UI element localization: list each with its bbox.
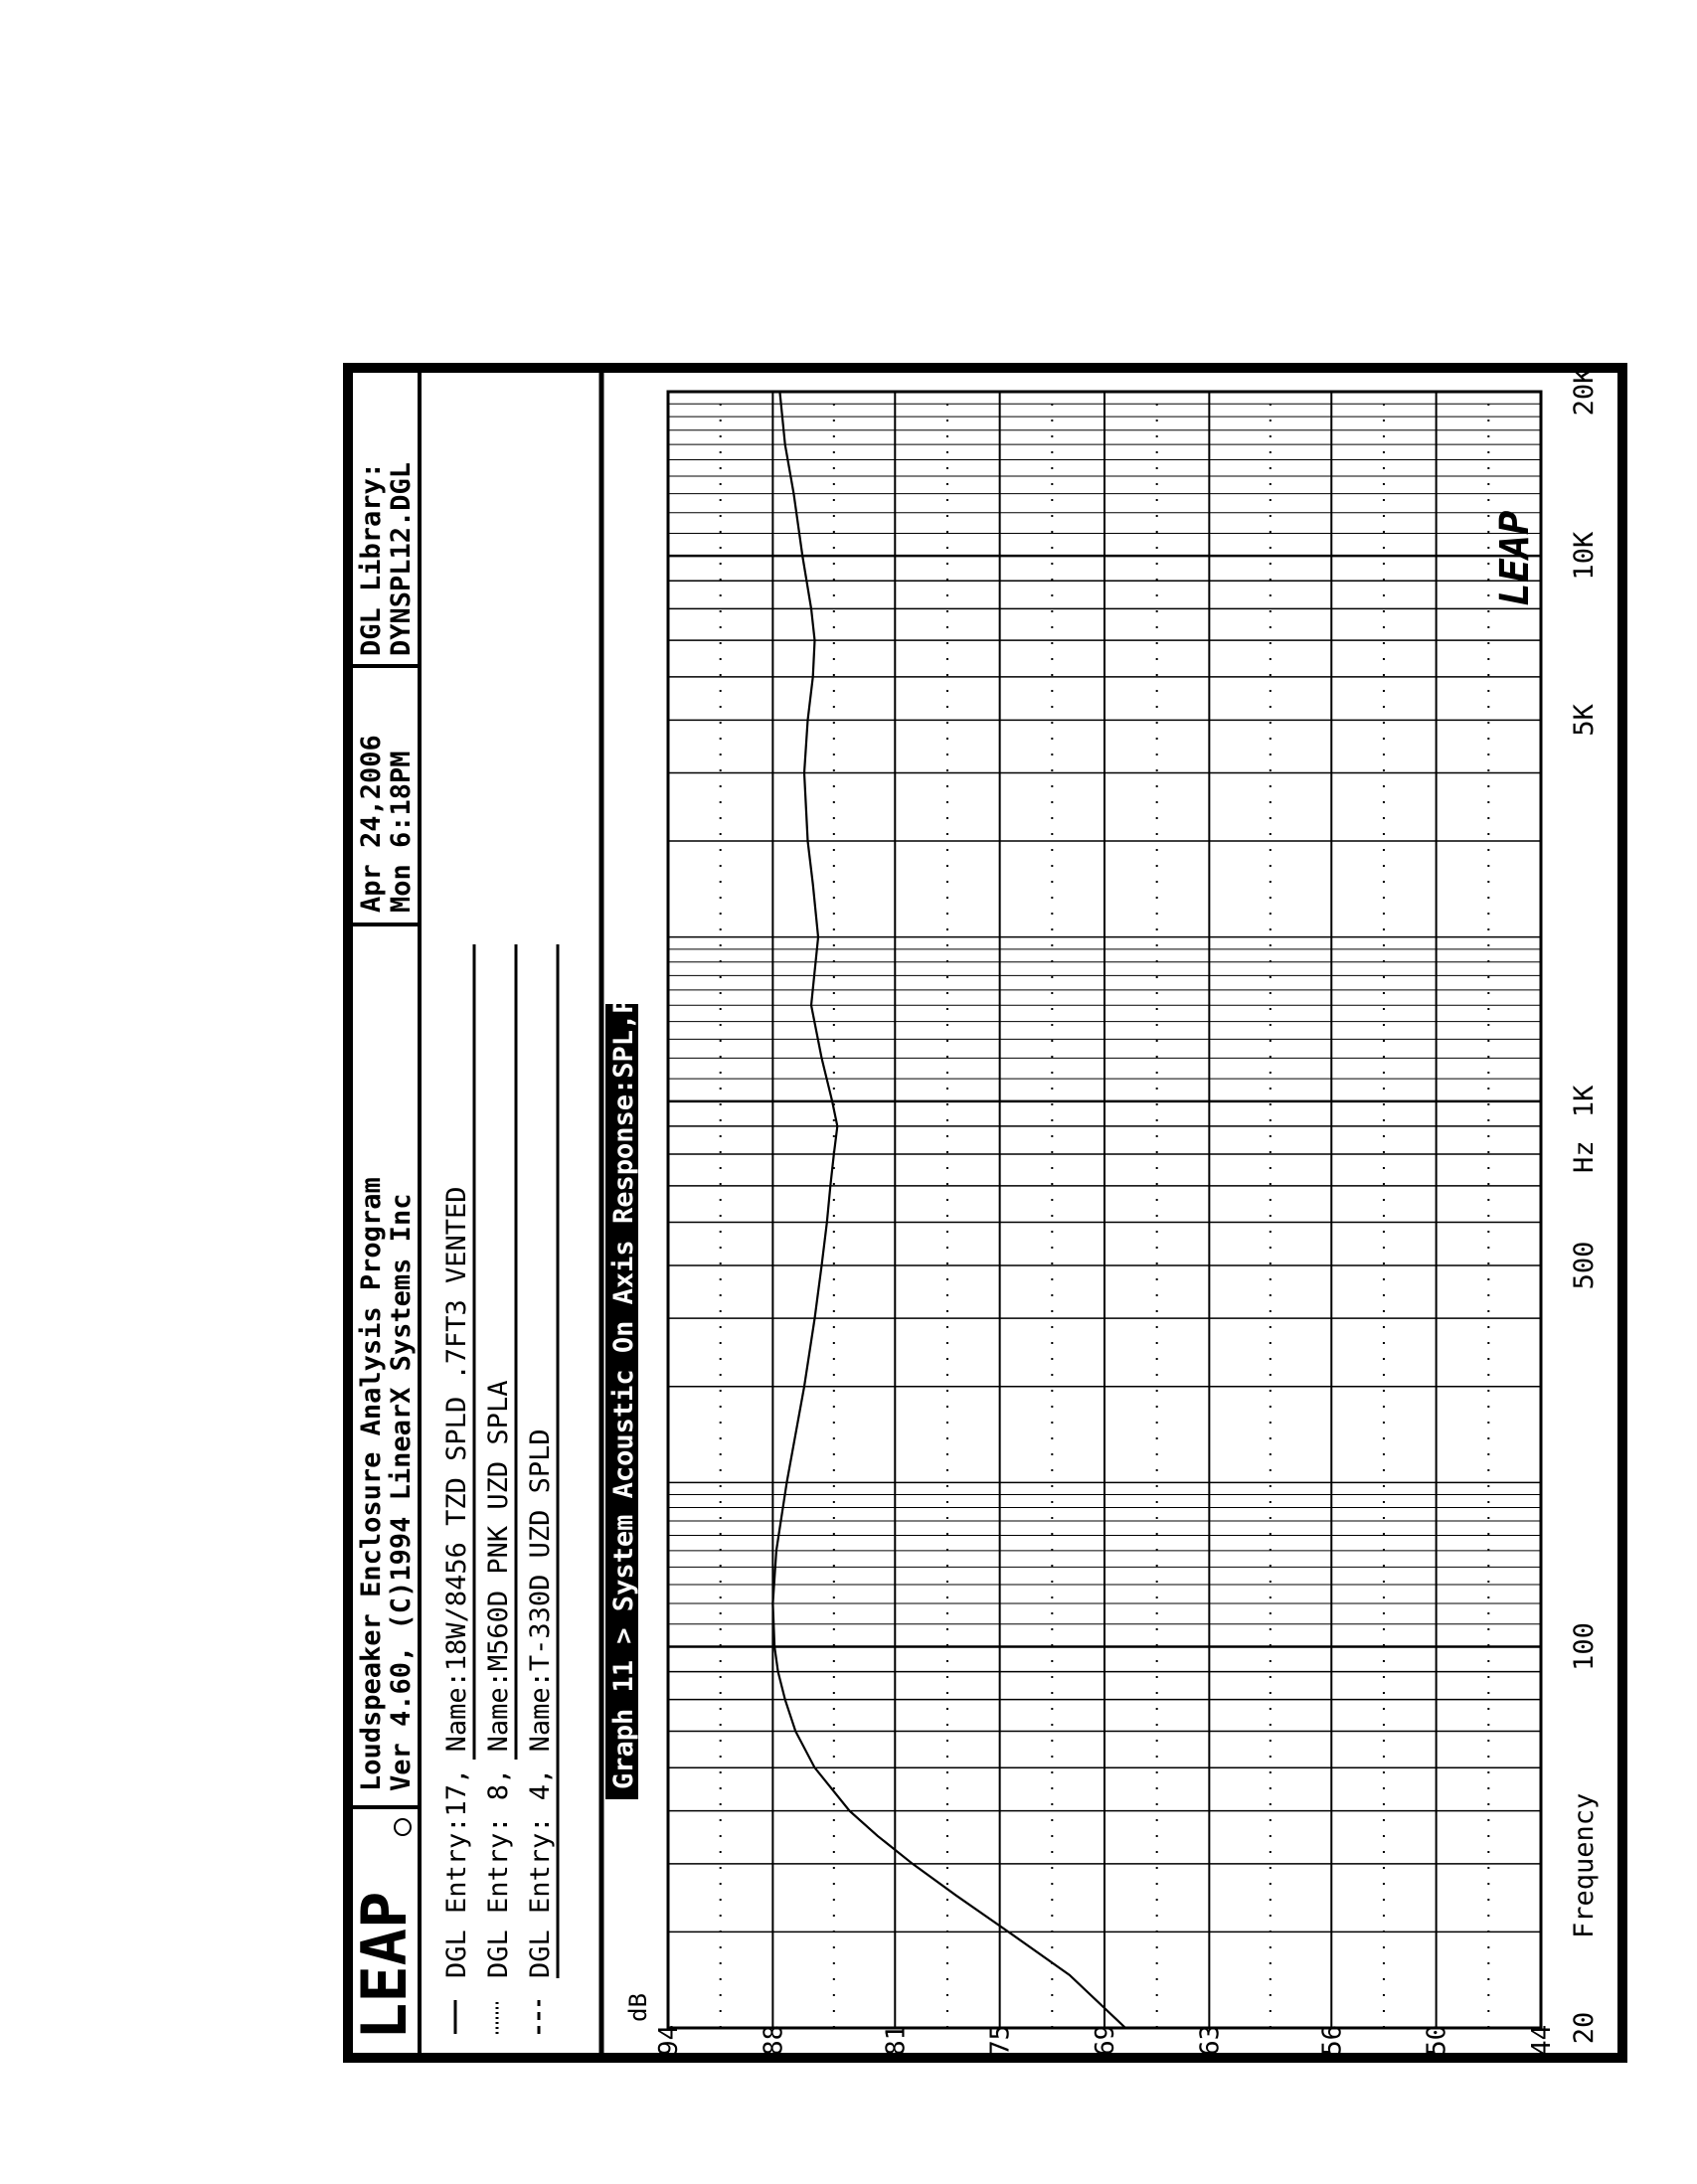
y-tick-label: 94: [654, 2024, 684, 2056]
x-tick-label: 100: [1569, 1622, 1600, 1671]
y-axis-label: dB: [624, 1993, 652, 2022]
x-tick-label: 20K: [1569, 367, 1600, 417]
program-version: Ver 4.60, (C)1994 LinearX Systems Inc: [386, 1193, 417, 1791]
print-time: Mon 6:18PM: [386, 751, 417, 913]
x-axis-label: Frequency: [1569, 1792, 1600, 1938]
legend-entry-2: DGL Entry: 8, Name:M560D PNK UZD SPLA: [483, 1380, 514, 1978]
x-tick-label: 500: [1569, 1241, 1600, 1290]
x-tick-label: 20: [1569, 2011, 1600, 2045]
leap-watermark: LEAP: [1492, 510, 1538, 606]
library-label: DGL Library:: [356, 461, 387, 656]
graph-title: Graph 11 > System Acoustic On Axis Response:SPL,Phase: [608, 932, 639, 1789]
y-tick-label: 50: [1422, 2024, 1452, 2056]
logo-text: LEAP: [348, 1891, 421, 2040]
program-title: Loudspeaker Enclosure Analysis Program: [356, 1177, 387, 1791]
y-tick-label: 81: [881, 2024, 912, 2056]
x-axis-unit: Hz: [1569, 1140, 1600, 1173]
y-tick-label: 44: [1527, 2024, 1557, 2056]
legend-entry-3: DGL Entry: 4, Name:T-330D UZD SPLD: [525, 1428, 556, 1978]
legend-entry-1: DGL Entry:17, Name:18W/8456 TZD SPLD .7FT3 VENTED: [441, 1186, 472, 1978]
x-tick-label: 5K: [1569, 704, 1600, 737]
y-tick-label: 88: [759, 2024, 789, 2056]
y-tick-label: 75: [985, 2024, 1016, 2056]
library-file: DYNSPL12.DGL: [386, 461, 417, 656]
y-tick-label: 69: [1091, 2024, 1120, 2056]
y-tick-label: 56: [1317, 2024, 1348, 2056]
x-tick-label: 10K: [1569, 531, 1600, 581]
x-tick-label: 1K: [1569, 1085, 1600, 1118]
y-tick-label: 63: [1195, 2024, 1226, 2056]
print-date: Apr 24,2006: [356, 735, 387, 913]
